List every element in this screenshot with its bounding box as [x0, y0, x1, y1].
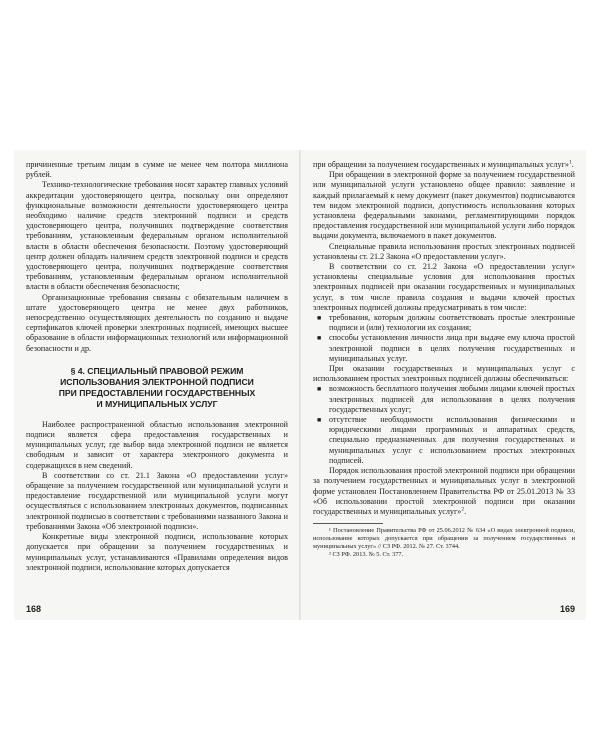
list-item: ■ способы установления личности лица при выдаче ему ключа простой электронной подписи в целях получения государственных и муниципальных услуг.: [317, 333, 575, 363]
paragraph: Специальные правила использования простых электронных подписей установлены ст. 21.2 Закона «О предоставлении услуг».: [313, 241, 575, 261]
footnote-divider: [313, 523, 383, 524]
page-number: 169: [560, 604, 576, 614]
footnote: ¹ Постановление Правительства РФ от 25.06.2012 № 634 «О видах электронной подписи, использование которых допускается при обращении за получением государственных и муниципальных услуг» // СЗ РФ. 2012. № 27. Ст. 3744.: [313, 527, 575, 551]
right-page: [313, 160, 575, 559]
paragraph: В соответствии со ст. 21.2 Закона «О предоставлении услуг» установлены специальные условия для использования простых электронных подписей при оказании государственных и муниципальных услуг, в том числе правила создания и выдачи ключей простых электронных подписей должны предусматривать в том числе:: [313, 262, 575, 312]
paragraph: При обращении в электронной форме за получением государственной или муниципальной услуги установлено общее правило: заявление и каждый прилагаемый к нему документ (пакет документов) подписываются тем видом электронной подписи, допустимость использования которых установлена федеральными законами, регламентирующими порядок предоставления государственной или муниципальной услуги либо порядок выдачи документа, включаемого в пакет документов.: [313, 170, 575, 241]
bullet-list: [313, 384, 575, 466]
list-item: ■ возможность бесплатного получения любыми лицами ключей простых электронных подписей для использования в целях получения государственных услуг;: [317, 384, 575, 414]
footnote: ² СЗ РФ. 2013. № 5. Ст. 377.: [329, 551, 404, 559]
paragraph: Наиболее распространенной областью использования электронной подписи является сфера предоставления государственных и муниципальных услуг, где выбор вида электронной подписи не является свободным и зависит от характера электронного документа и содержащихся в нем сведений.: [26, 419, 288, 470]
list-item: ■ требования, которым должны соответствовать простые электронные подписи и (или) технологии их создания;: [317, 313, 575, 333]
book-gutter: [299, 150, 301, 620]
paragraph: В соответствии со ст. 21.1 Закона «О предоставлении услуг» обращение за получением государственной или муниципальной услуги и предоставление государственной или муниципальной услуги могут осуществляться с использованием электронных документов, подписанных электронной подписью в соответствии с требованиями названного Закона и требованиями Закона «Об электронной подписи».: [26, 470, 288, 531]
paragraph: при обращении за получением государственных и муниципальных услуг»$^1$.: [313, 159, 574, 169]
footnote-ref: 1: [568, 159, 572, 166]
paragraph: Организационные требования связаны с обязательным наличием в штате удостоверяющего центра не менее двух работников, непосредственно осуществляющих деятельность по созданию и выдаче сертификатов ключей проверки электронных подписей, имеющих высшее образование в области информационных технологий или информационной безопасности и др.: [26, 292, 288, 353]
bullet-list: [313, 313, 575, 364]
bullet-square-icon: ■: [317, 385, 322, 394]
paragraph: причиненные третьим лицам в сумме не менее чем полтора миллиона рублей.: [26, 160, 288, 180]
paragraph: При оказании государственных и муниципальных услуг с использованием простых электронных подписей должны обеспечиваться:: [313, 364, 575, 384]
paragraph: Конкретные виды электронной подписи, использование которых допускается при обращении за получением государственных и муниципальных услуг, устанавливаются «Правилами определения видов электронной подписи, использование которых допускается: [26, 532, 288, 572]
bullet-square-icon: ■: [317, 334, 322, 343]
bullet-square-icon: ■: [317, 314, 322, 323]
footnote-ref: 2: [461, 506, 465, 513]
paragraph: Технико-технологические требования носят характер главных условий аккредитации удостоверяющего центра, поскольку они определяют функциональные возможности деятельности удостоверяющего центра необходимо наличие средств электронной подписи и средств удостоверяющего центра, получивших подтверждение соответствия требованиям, установленным федеральным органом исполнительной власти в области обеспечения безопасности. Поэтому удостоверяющий центр должен обладать наличием средств электронной подписи и средств удостоверяющего центра, получивших подтверждение соответствия требованиям, установленным федеральным органом исполнительной власти в области обеспечения безопасности;: [26, 180, 288, 292]
bullet-square-icon: ■: [317, 416, 322, 425]
section-title: § 4. СПЕЦИАЛЬНЫЙ ПРАВОВОЙ РЕЖИМ ИСПОЛЬЗОВАНИЯ ЭЛЕКТРОННОЙ ПОДПИСИ ПРИ ПРЕДОСТАВЛЕНИИ ГОСУДАРСТВЕННЫХ И МУНИЦИПАЛЬНЫХ УСЛУГ: [58, 365, 256, 409]
page-number: 168: [26, 604, 42, 614]
paragraph: Порядок использования простой электронной подписи при обращении за получением государственных и муниципальных услуг в электронной форме установлен Постановлением Правительства РФ от 25.01.2013 № 33 «Об использовании простой электронной подписи при оказании государственных и муниципальных услуг»$^2$.: [313, 466, 575, 516]
list-item: ■ отсутствие необходимости использования физическими и юридическими лицами программных и аппаратных средств, специально предназначенных для получения государственных и муниципальных услуг с использованием простых электронных подписей.: [317, 415, 575, 465]
left-page: [26, 160, 288, 573]
